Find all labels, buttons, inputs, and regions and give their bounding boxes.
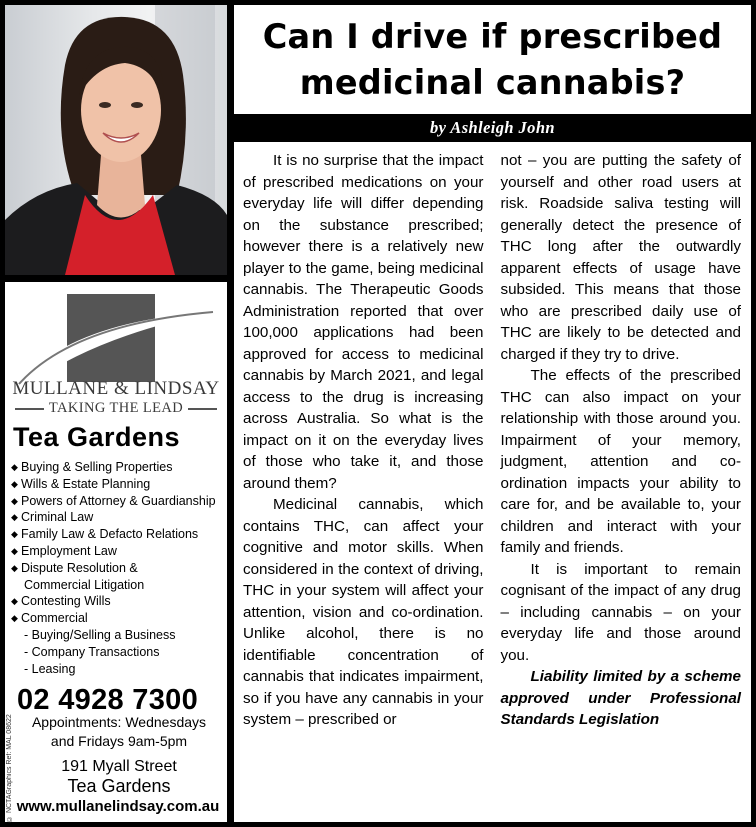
service-item <box>11 509 225 526</box>
liability-notice: Liability limited by a scheme approved under Professional Standards Legislation <box>500 668 741 728</box>
service-item <box>11 661 225 678</box>
service-label: Criminal Law <box>21 510 94 525</box>
bullet-icon: ◆ <box>11 545 18 556</box>
bullet-icon: ◆ <box>11 478 18 489</box>
headline-box <box>234 5 751 114</box>
tagline-rule-left <box>15 408 44 410</box>
service-item <box>11 476 225 493</box>
service-label: Employment Law <box>21 543 117 558</box>
service-item <box>11 543 225 560</box>
tagline-row <box>15 400 217 417</box>
byline: by Ashleigh John <box>430 118 555 137</box>
service-label: Buying & Selling Properties <box>21 460 173 474</box>
law-firm-ad <box>5 282 227 822</box>
service-label: Powers of Attorney & Guardianship <box>21 493 216 508</box>
article-column-right <box>501 150 742 822</box>
service-item <box>11 627 225 644</box>
service-item <box>11 560 225 577</box>
service-label: Family Law & Defacto Relations <box>21 527 199 542</box>
print-credit: © NCTAGraphics Ref: MAL 08622 <box>6 714 13 822</box>
office-location-title: Tea Gardens <box>13 422 181 452</box>
bullet-icon: ◆ <box>11 462 18 472</box>
firm-name: MULLANE & LINDSAY <box>12 378 220 399</box>
article-headline <box>263 14 722 106</box>
tagline-rule-right <box>188 408 217 410</box>
headline-line-1: Can I drive if prescribed <box>262 16 723 56</box>
bullet-icon: ◆ <box>11 596 18 607</box>
bullet-icon: ◆ <box>11 562 18 573</box>
service-label: Commercial <box>21 611 88 626</box>
portrait-illustration <box>5 5 227 275</box>
service-item <box>11 644 225 661</box>
paragraph: It is no surprise that the impact of prescribed medications on your everyday life will differ depending on the substance prescribed; however there is a relatively new player to the game, being medicinal cannabis. The Therapeutic Goods Administration reported that over 100,000 applications had been approved for access to medicinal cannabis by March 2021, and legal access to the drug is increasing across Australia. So what is the impact on it on the everyday lives of those who take it, and those around them? <box>243 152 484 492</box>
firm-tagline: TAKING THE LEAD <box>48 400 184 416</box>
appointments-line-1: Appointments: Wednesdays <box>31 714 207 730</box>
service-item <box>11 526 225 543</box>
service-item <box>11 459 225 476</box>
author-photo <box>5 5 227 275</box>
website-link[interactable]: www.mullanelindsay.com.au <box>16 798 220 815</box>
paragraph-continued: not – you are putting the safety of yourself and other road users at risk. Roadside saliva testing will generally detect the presence of THC long after the outwardly apparent effects of usage have subsided. This means that those who are prescribed daily use of THC are likely to be detected and charged if they try to drive. <box>500 152 741 363</box>
service-label: Contesting Wills <box>21 594 111 609</box>
paragraph: Medicinal cannabis, which contains THC, can affect your cognitive and motor skills. When considered in the context of driving, THC in your system will affect your attention, vision and co-ordination. Unlike alcohol, there is no identifiable concentration of cannabis that indicates impairment, so if you have any cannabis in your system – prescribed or <box>243 496 484 728</box>
article-column-left <box>243 150 484 822</box>
service-item <box>11 493 225 510</box>
headline-line-2: medicinal cannabis? <box>299 62 686 102</box>
bullet-icon: ◆ <box>11 613 18 624</box>
service-item <box>11 577 225 594</box>
service-label: - Leasing <box>24 661 76 676</box>
bullet-icon: ◆ <box>11 512 18 523</box>
service-label: Commercial Litigation <box>24 577 145 592</box>
street-address: 191 Myall Street <box>61 758 177 775</box>
article-body <box>234 142 751 822</box>
service-item <box>11 610 225 627</box>
service-label: Dispute Resolution & <box>21 560 138 575</box>
services-list <box>11 459 225 677</box>
appointments-line-2: and Fridays 9am-5pm <box>50 733 188 749</box>
service-label: - Company Transactions <box>24 644 160 659</box>
town-name: Tea Gardens <box>67 776 171 796</box>
paragraph: It is important to remain cognisant of the impact of any drug – including cannabis – on your everyday life and those around you. <box>500 560 741 664</box>
service-label: Wills & Estate Planning <box>21 476 151 491</box>
service-item <box>11 593 225 610</box>
phone-number[interactable]: 02 4928 7300 <box>17 684 198 716</box>
paragraph: The effects of the prescribed THC can also impact on your relationship with those around you. Impairment of your memory, judgment, attention and co-ordination impacts your ability to care for, and be available to, your children and interact with your family and friends. <box>500 367 741 556</box>
appointments-info <box>19 713 219 751</box>
service-label: - Buying/Selling a Business <box>24 627 176 642</box>
bullet-icon: ◆ <box>11 495 18 506</box>
bullet-icon: ◆ <box>11 529 18 540</box>
